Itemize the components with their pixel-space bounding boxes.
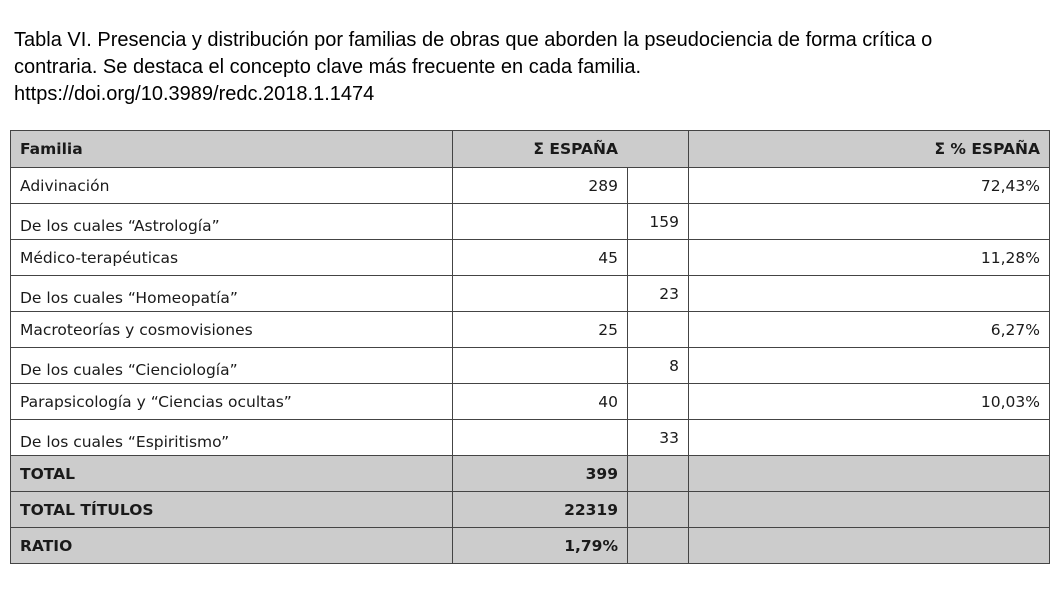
table-row (11, 312, 1050, 348)
row-sub: 33 (628, 420, 689, 456)
total-label: TOTAL (11, 456, 453, 492)
table-header-row (11, 131, 1050, 168)
ratio-value: 1,79% (453, 528, 628, 564)
table-row (11, 348, 1050, 384)
row-sub (628, 168, 689, 204)
caption-line-2: contraria. Se destaca el concepto clave más frecuente en cada familia. (14, 56, 642, 78)
row-espana (453, 204, 628, 240)
ratio-row (11, 528, 1050, 564)
total-titles-value: 22319 (453, 492, 628, 528)
row-sub: 159 (628, 204, 689, 240)
table-caption (14, 27, 1049, 108)
caption-line-1: Tabla VI. Presencia y distribución por familias de obras que aborden la pseudociencia de forma crítica o (14, 29, 933, 51)
header-familia: Familia (11, 131, 453, 168)
header-espana: Σ ESPAÑA (453, 131, 689, 168)
total-empty-cell (628, 456, 689, 492)
ratio-label: RATIO (11, 528, 453, 564)
row-pct: 6,27% (689, 312, 1050, 348)
row-sub (628, 312, 689, 348)
row-pct (689, 276, 1050, 312)
table-row (11, 276, 1050, 312)
row-espana: 45 (453, 240, 628, 276)
total-empty-cell (689, 456, 1050, 492)
row-label: De los cuales “Astrología” (11, 204, 453, 240)
row-espana (453, 348, 628, 384)
row-label: Médico-terapéuticas (11, 240, 453, 276)
row-espana (453, 276, 628, 312)
table-row (11, 384, 1050, 420)
total-empty-cell (689, 492, 1050, 528)
row-pct (689, 348, 1050, 384)
total-row (11, 456, 1050, 492)
row-label: Parapsicología y “Ciencias ocultas” (11, 384, 453, 420)
row-pct: 11,28% (689, 240, 1050, 276)
row-label: De los cuales “Homeopatía” (11, 276, 453, 312)
row-espana: 25 (453, 312, 628, 348)
row-label: De los cuales “Cienciología” (11, 348, 453, 384)
row-label: Macroteorías y cosmovisiones (11, 312, 453, 348)
row-pct (689, 420, 1050, 456)
row-sub (628, 240, 689, 276)
row-sub: 8 (628, 348, 689, 384)
total-empty-cell (689, 528, 1050, 564)
row-label: Adivinación (11, 168, 453, 204)
total-empty-cell (628, 492, 689, 528)
doi-link[interactable]: https://doi.org/10.3989/redc.2018.1.1474 (14, 83, 375, 105)
row-sub: 23 (628, 276, 689, 312)
total-value: 399 (453, 456, 628, 492)
total-empty-cell (628, 528, 689, 564)
total-titles-row (11, 492, 1050, 528)
total-titles-label: TOTAL TÍTULOS (11, 492, 453, 528)
table-row (11, 240, 1050, 276)
row-label: De los cuales “Espiritismo” (11, 420, 453, 456)
table-row (11, 204, 1050, 240)
row-pct: 10,03% (689, 384, 1050, 420)
row-pct (689, 204, 1050, 240)
families-table (10, 130, 1050, 564)
table-row (11, 420, 1050, 456)
table-row (11, 168, 1050, 204)
row-sub (628, 384, 689, 420)
row-espana: 40 (453, 384, 628, 420)
header-pct-espana: Σ % ESPAÑA (689, 131, 1050, 168)
row-espana: 289 (453, 168, 628, 204)
row-espana (453, 420, 628, 456)
row-pct: 72,43% (689, 168, 1050, 204)
